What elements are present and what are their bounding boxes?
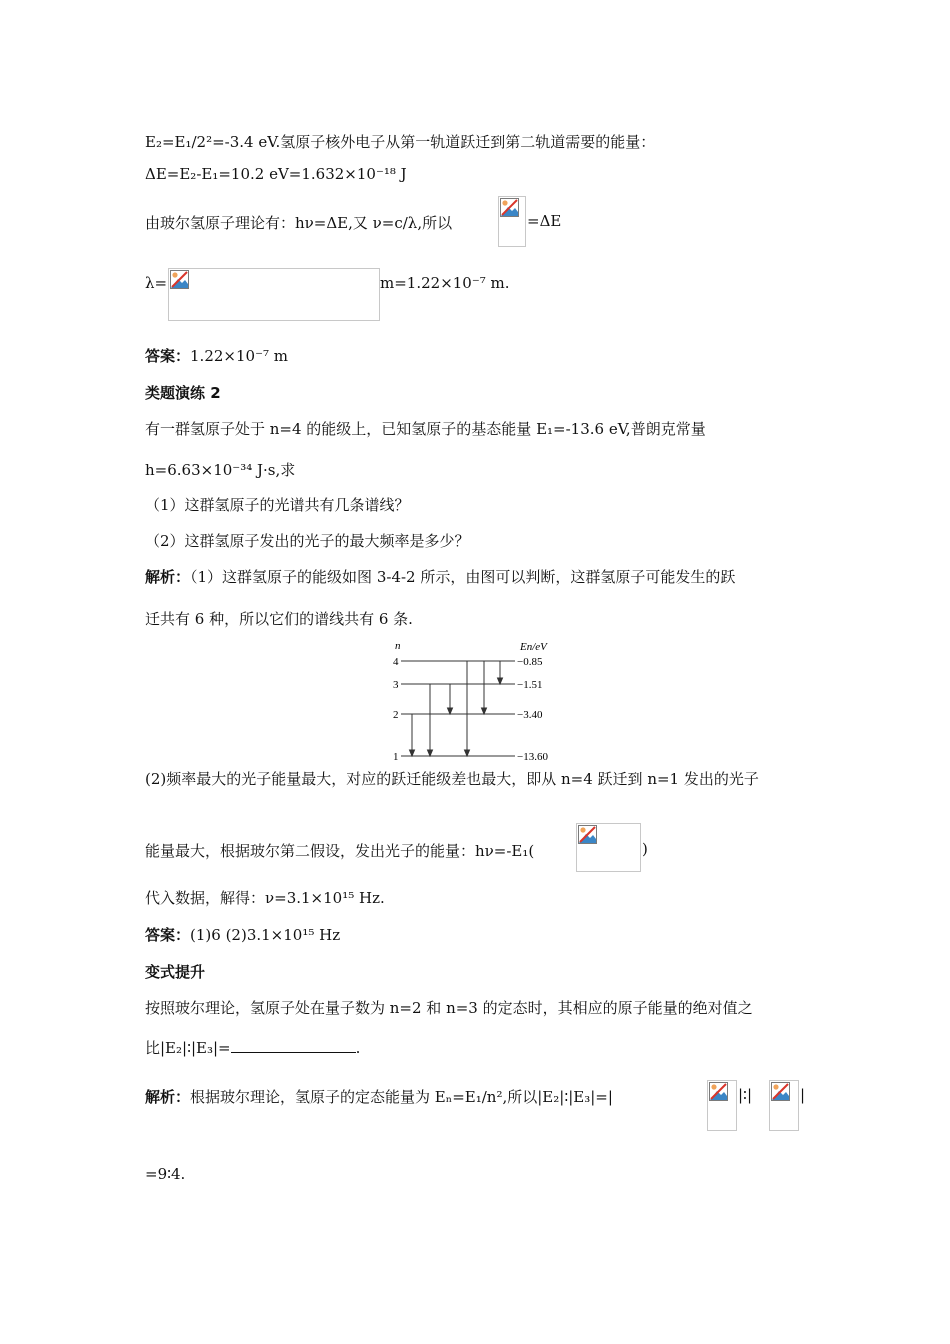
axis-energy-label: En/eV	[520, 641, 547, 653]
level-e-4: −0.85	[517, 656, 543, 668]
arrowhead	[498, 678, 503, 684]
answer-value: 1.22×10⁻⁷ m	[190, 347, 288, 365]
bohr-theory-text: 由玻尔氢原子理论有：hν=ΔE,又 ν=c/λ,所以	[145, 214, 453, 232]
fraction-image-placeholder-1	[707, 1080, 737, 1131]
variant-question-line-1: 按照玻尔理论，氢原子处在量子数为 n=2 和 n=3 的定态时，其相应的原子能量的绝对值之	[145, 999, 753, 1017]
answer-label: 答案：	[145, 347, 191, 365]
level-n-2: 2	[393, 709, 399, 721]
axis-n-label: n	[395, 640, 401, 652]
period: .	[355, 1039, 361, 1057]
delta-e-text: ΔE=E₂-E₁=10.2 eV=1.632×10⁻¹⁸ J	[145, 165, 407, 183]
lambda-formula-image-placeholder	[168, 268, 380, 321]
analysis2-text: 根据玻尔理论，氢原子的定态能量为 Eₙ=E₁/n²,所以|E₂|∶|E₃|=|	[190, 1088, 613, 1106]
level-e-3: −1.51	[517, 679, 543, 691]
question-sub-2: （2）这群氢原子发出的光子的最大频率是多少？	[145, 532, 470, 550]
question-sub-1: （1）这群氢原子的光谱共有几条谱线？	[145, 496, 410, 514]
equals-delta-e: =ΔE	[527, 212, 562, 230]
bohr-theory-line	[145, 212, 452, 233]
part2-line-2: 能量最大，根据玻尔第二假设，发出光子的能量：hν=-E₁(	[145, 842, 535, 860]
arrowhead	[428, 750, 433, 756]
analysis-line-2: 迁共有 6 种，所以它们的谱线共有 6 条.	[145, 610, 413, 628]
variant-question-line-2	[145, 1037, 360, 1058]
level-e-1: −13.60	[517, 751, 548, 763]
question-line-1: 有一群氢原子处于 n=4 的能级上，已知氢原子的基态能量 E₁=-13.6 eV,普朗克常量	[145, 420, 706, 438]
answer-value: (1)6 (2)3.1×10¹⁵ Hz	[190, 926, 341, 944]
analysis2-line	[145, 1086, 613, 1107]
ratio-separator: |∶|	[738, 1086, 753, 1104]
analysis-label: 解析：	[145, 568, 191, 586]
broken-image-icon	[500, 198, 519, 217]
analysis-line-1	[145, 566, 735, 587]
analysis-text: （1）这群氢原子的能级如图 3-4-2 所示，由图可以判断，这群氢原子可能发生的跃	[190, 568, 736, 586]
broken-image-icon	[771, 1082, 790, 1101]
level-n-1: 1	[393, 751, 399, 763]
broken-image-icon	[578, 825, 597, 844]
energy-e2-text: E₂=E₁/2²=-3.4 eV.氢原子核外电子从第一轨道跃迁到第二轨道需要的能量：	[145, 133, 656, 151]
question-line-2: h=6.63×10⁻³⁴ J·s,求	[145, 461, 296, 479]
lambda-label: λ=	[145, 274, 168, 292]
energy-level-diagram	[380, 638, 560, 763]
part2-line-1: (2)频率最大的光子能量最大，对应的跃迁能级差也最大，即从 n=4 跃迁到 n=1 发出的光子	[145, 770, 759, 788]
arrowhead	[410, 750, 415, 756]
arrowhead	[482, 708, 487, 714]
level-n-4: 4	[393, 656, 399, 668]
answer-1	[145, 345, 288, 366]
close-paren: )	[642, 840, 648, 858]
ratio-text: 比|E₂|∶|E₃|=	[145, 1039, 231, 1057]
arrowhead	[465, 750, 470, 756]
answer-label: 答案：	[145, 926, 191, 944]
formula-image-placeholder	[498, 196, 526, 247]
arrowhead	[448, 708, 453, 714]
answer-2	[145, 924, 340, 945]
lambda-result: m=1.22×10⁻⁷ m.	[380, 274, 510, 292]
broken-image-icon	[170, 270, 189, 289]
section-heading-practice-2: 类题演练 2	[145, 384, 221, 402]
fraction-image-placeholder-2	[769, 1080, 799, 1131]
answer-blank	[231, 1040, 356, 1053]
level-n-3: 3	[393, 679, 399, 691]
energy-formula-image-placeholder	[576, 823, 641, 872]
analysis-label: 解析：	[145, 1088, 191, 1106]
section-heading-variant: 变式提升	[145, 963, 206, 981]
part2-line-3: 代入数据，解得：ν=3.1×10¹⁵ Hz.	[145, 889, 385, 907]
abs-close: |	[800, 1086, 806, 1104]
level-e-2: −3.40	[517, 709, 543, 721]
broken-image-icon	[709, 1082, 728, 1101]
final-ratio: =9∶4.	[145, 1165, 186, 1183]
